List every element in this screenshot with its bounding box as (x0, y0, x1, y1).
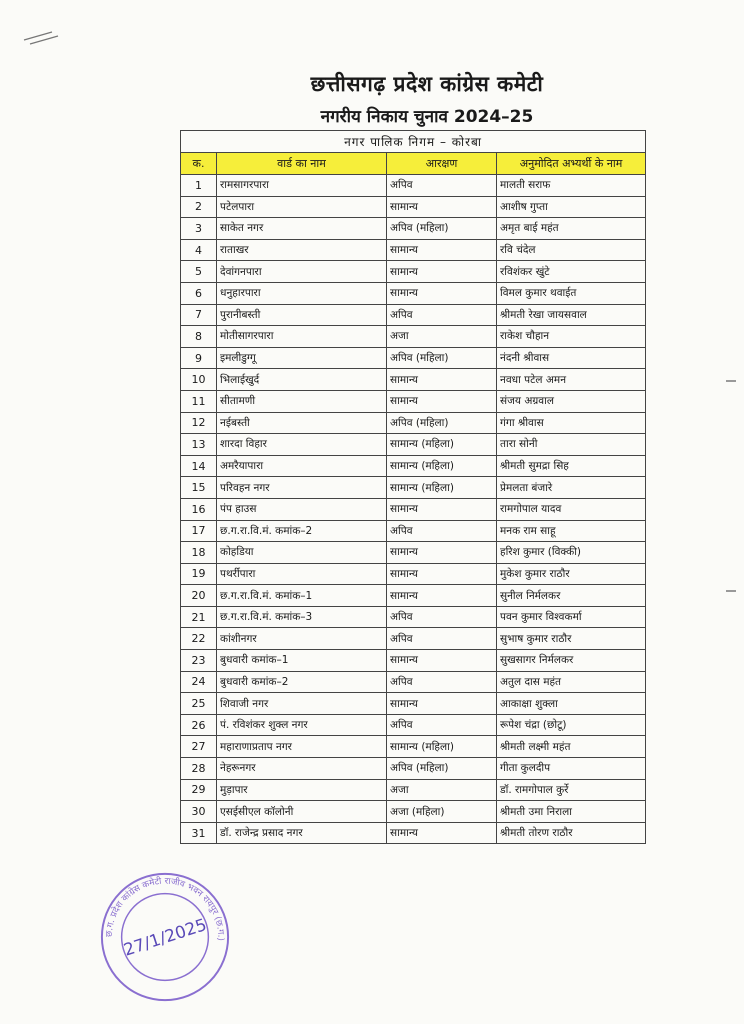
table-row (181, 606, 646, 628)
document-subtitle: नगरीय निकाय चुनाव 2024–25 (320, 107, 534, 127)
candidate-name: रवि चंदेल (497, 239, 646, 261)
ward-name: शारदा विहार (217, 434, 387, 456)
row-number: 17 (181, 520, 217, 542)
svg-text:27/1/2025: 27/1/2025 (121, 914, 209, 960)
candidate-name: विमल कुमार थवाईत (497, 282, 646, 304)
table-row (181, 498, 646, 520)
reservation-cell: सामान्य (387, 390, 497, 412)
row-number: 11 (181, 390, 217, 412)
office-seal-stamp (96, 868, 234, 1006)
candidate-name: संजय अग्रवाल (497, 390, 646, 412)
candidate-name: रामगोपाल यादव (497, 498, 646, 520)
table-row (181, 779, 646, 801)
ward-name: डॉ. राजेन्द्र प्रसाद नगर (217, 822, 387, 844)
edge-mark (726, 590, 736, 592)
ward-name: देवांगनपारा (217, 261, 387, 283)
reservation-cell: सामान्य (महिला) (387, 736, 497, 758)
row-number: 24 (181, 671, 217, 693)
table-row (181, 563, 646, 585)
reservation-cell: अपिव (387, 520, 497, 542)
ward-name: भिलाईखुर्द (217, 369, 387, 391)
ward-name: छ.ग.रा.वि.मं. कमांक–1 (217, 585, 387, 607)
table-row (181, 369, 646, 391)
reservation-cell: सामान्य (महिला) (387, 434, 497, 456)
row-number: 4 (181, 239, 217, 261)
reservation-cell: अपिव (महिला) (387, 347, 497, 369)
ward-name: नेहरूनगर (217, 758, 387, 780)
ward-name: अमरैयापारा (217, 455, 387, 477)
reservation-cell: अजा (387, 326, 497, 348)
column-header-number: क. (181, 153, 217, 175)
table-row (181, 736, 646, 758)
reservation-cell: सामान्य (387, 693, 497, 715)
ward-name: बुधवारी कमांक–1 (217, 650, 387, 672)
table-row (181, 650, 646, 672)
ward-name: साकेत नगर (217, 218, 387, 240)
reservation-cell: सामान्य (महिला) (387, 477, 497, 499)
ward-name: बुधवारी कमांक–2 (217, 671, 387, 693)
document-title: छत्तीसगढ़ प्रदेश कांग्रेस कमेटी (310, 72, 544, 96)
reservation-cell: अपिव (387, 175, 497, 197)
reservation-cell: सामान्य (387, 369, 497, 391)
table-row (181, 693, 646, 715)
row-number: 26 (181, 714, 217, 736)
row-number: 5 (181, 261, 217, 283)
table-row (181, 239, 646, 261)
row-number: 30 (181, 801, 217, 823)
row-number: 1 (181, 175, 217, 197)
row-number: 12 (181, 412, 217, 434)
candidate-name: हरिश कुमार (विक्की) (497, 542, 646, 564)
ward-name: शिवाजी नगर (217, 693, 387, 715)
candidate-name: श्रीमती तोरण राठौर (497, 822, 646, 844)
ward-name: मोतीसागरपारा (217, 326, 387, 348)
reservation-cell: अपिव (387, 714, 497, 736)
row-number: 23 (181, 650, 217, 672)
row-number: 14 (181, 455, 217, 477)
reservation-cell: सामान्य (महिला) (387, 455, 497, 477)
table-row (181, 261, 646, 283)
table-row (181, 628, 646, 650)
ward-name: पं. रविशंकर शुक्ल नगर (217, 714, 387, 736)
table-row (181, 801, 646, 823)
column-header-candidate: अनुमोदित अभ्यर्थी के नाम (497, 153, 646, 175)
row-number: 27 (181, 736, 217, 758)
table-row (181, 455, 646, 477)
ward-name: छ.ग.रा.वि.मं. कमांक–2 (217, 520, 387, 542)
ward-name: एसईसीएल कॉलोनी (217, 801, 387, 823)
candidate-name: गंगा श्रीवास (497, 412, 646, 434)
candidate-name: मालती सराफ (497, 175, 646, 197)
ward-name: परिवहन नगर (217, 477, 387, 499)
row-number: 9 (181, 347, 217, 369)
reservation-cell: सामान्य (387, 498, 497, 520)
table-row (181, 434, 646, 456)
reservation-cell: अपिव (387, 304, 497, 326)
reservation-cell: सामान्य (387, 650, 497, 672)
row-number: 28 (181, 758, 217, 780)
reservation-cell: अपिव (महिला) (387, 412, 497, 434)
row-number: 10 (181, 369, 217, 391)
candidate-name: राकेश चौहान (497, 326, 646, 348)
table-row (181, 542, 646, 564)
candidate-name: मनक राम साहू (497, 520, 646, 542)
table-body (181, 175, 646, 844)
candidate-name: सुखसागर निर्मलकर (497, 650, 646, 672)
row-number: 8 (181, 326, 217, 348)
row-number: 16 (181, 498, 217, 520)
reservation-cell: सामान्य (387, 585, 497, 607)
candidate-name: श्रीमती लक्ष्मी महंत (497, 736, 646, 758)
table-row (181, 714, 646, 736)
candidate-name: नंदनी श्रीवास (497, 347, 646, 369)
ward-name: कोहडिया (217, 542, 387, 564)
row-number: 13 (181, 434, 217, 456)
ward-name: मुड़ापार (217, 779, 387, 801)
candidate-name: मुकेश कुमार राठौर (497, 563, 646, 585)
ward-name: रामसागरपारा (217, 175, 387, 197)
ward-name: कांशीनगर (217, 628, 387, 650)
table-row (181, 412, 646, 434)
row-number: 22 (181, 628, 217, 650)
row-number: 29 (181, 779, 217, 801)
candidate-name: श्रीमती सुमद्रा सिह (497, 455, 646, 477)
ward-name: पंप हाउस (217, 498, 387, 520)
ward-name: इमलीडुग्गू (217, 347, 387, 369)
row-number: 31 (181, 822, 217, 844)
reservation-cell: अपिव (387, 606, 497, 628)
row-number: 2 (181, 196, 217, 218)
reservation-cell: सामान्य (387, 542, 497, 564)
reservation-cell: सामान्य (387, 563, 497, 585)
ward-name: सीतामणी (217, 390, 387, 412)
ward-name: पटेलपारा (217, 196, 387, 218)
candidate-name: नवधा पटेल अमन (497, 369, 646, 391)
table-row (181, 347, 646, 369)
reservation-cell: अपिव (387, 671, 497, 693)
candidate-name: श्रीमती रेखा जायसवाल (497, 304, 646, 326)
ward-name: छ.ग.रा.वि.मं. कमांक–3 (217, 606, 387, 628)
column-header-ward: वार्ड का नाम (217, 153, 387, 175)
candidate-name: रविशंकर खुंटे (497, 261, 646, 283)
ward-name: महाराणाप्रताप नगर (217, 736, 387, 758)
table-row (181, 671, 646, 693)
edge-mark (726, 380, 736, 382)
table-row (181, 304, 646, 326)
reservation-cell: अजा (महिला) (387, 801, 497, 823)
candidate-name: अतुल दास महंत (497, 671, 646, 693)
table-row (181, 477, 646, 499)
candidate-name: गीता कुलदीप (497, 758, 646, 780)
table-row (181, 585, 646, 607)
reservation-cell: सामान्य (387, 261, 497, 283)
table-section-title: नगर पालिक निगम – कोरबा (181, 131, 646, 153)
row-number: 21 (181, 606, 217, 628)
ward-name: पथर्रीपारा (217, 563, 387, 585)
candidate-name: रूपेश चंद्रा (छोटू) (497, 714, 646, 736)
reservation-cell: अपिव (महिला) (387, 218, 497, 240)
table-row (181, 196, 646, 218)
ward-name: पुरानीबस्ती (217, 304, 387, 326)
table-row (181, 758, 646, 780)
reservation-cell: सामान्य (387, 282, 497, 304)
candidate-name: श्रीमती उमा निराला (497, 801, 646, 823)
row-number: 7 (181, 304, 217, 326)
candidate-name: प्रेमलता बंजारे (497, 477, 646, 499)
reservation-cell: अपिव (387, 628, 497, 650)
row-number: 3 (181, 218, 217, 240)
candidate-name: आशीष गुप्ता (497, 196, 646, 218)
reservation-cell: सामान्य (387, 822, 497, 844)
table-row (181, 520, 646, 542)
ward-name: राताखर (217, 239, 387, 261)
reservation-cell: सामान्य (387, 196, 497, 218)
row-number: 19 (181, 563, 217, 585)
candidate-name: सुनील निर्मलकर (497, 585, 646, 607)
reservation-cell: अपिव (महिला) (387, 758, 497, 780)
table-row (181, 282, 646, 304)
svg-text:छ.ग. प्रदेश कांग्रेस कमेटी राज: छ.ग. प्रदेश कांग्रेस कमेटी राजीव भवन रायपुर (छ.ग.) (104, 876, 226, 942)
row-number: 18 (181, 542, 217, 564)
candidate-name: डॉ. रामगोपाल कुर्रे (497, 779, 646, 801)
candidate-name: पवन कुमार विश्वकर्मा (497, 606, 646, 628)
reservation-cell: अजा (387, 779, 497, 801)
row-number: 6 (181, 282, 217, 304)
row-number: 15 (181, 477, 217, 499)
row-number: 20 (181, 585, 217, 607)
candidate-name: तारा सोनी (497, 434, 646, 456)
table-row (181, 218, 646, 240)
row-number: 25 (181, 693, 217, 715)
table-row (181, 175, 646, 197)
pen-scribble-mark (22, 26, 62, 50)
table-row (181, 390, 646, 412)
ward-name: धनुहारपारा (217, 282, 387, 304)
column-header-reservation: आरक्षण (387, 153, 497, 175)
reservation-cell: सामान्य (387, 239, 497, 261)
table-row (181, 326, 646, 348)
candidate-name: सुभाष कुमार राठौर (497, 628, 646, 650)
candidate-name: आकाक्षा शुक्ला (497, 693, 646, 715)
candidate-name: अमृत बाई महंत (497, 218, 646, 240)
table-row (181, 822, 646, 844)
ward-name: नईबस्ती (217, 412, 387, 434)
candidate-table (180, 130, 646, 844)
